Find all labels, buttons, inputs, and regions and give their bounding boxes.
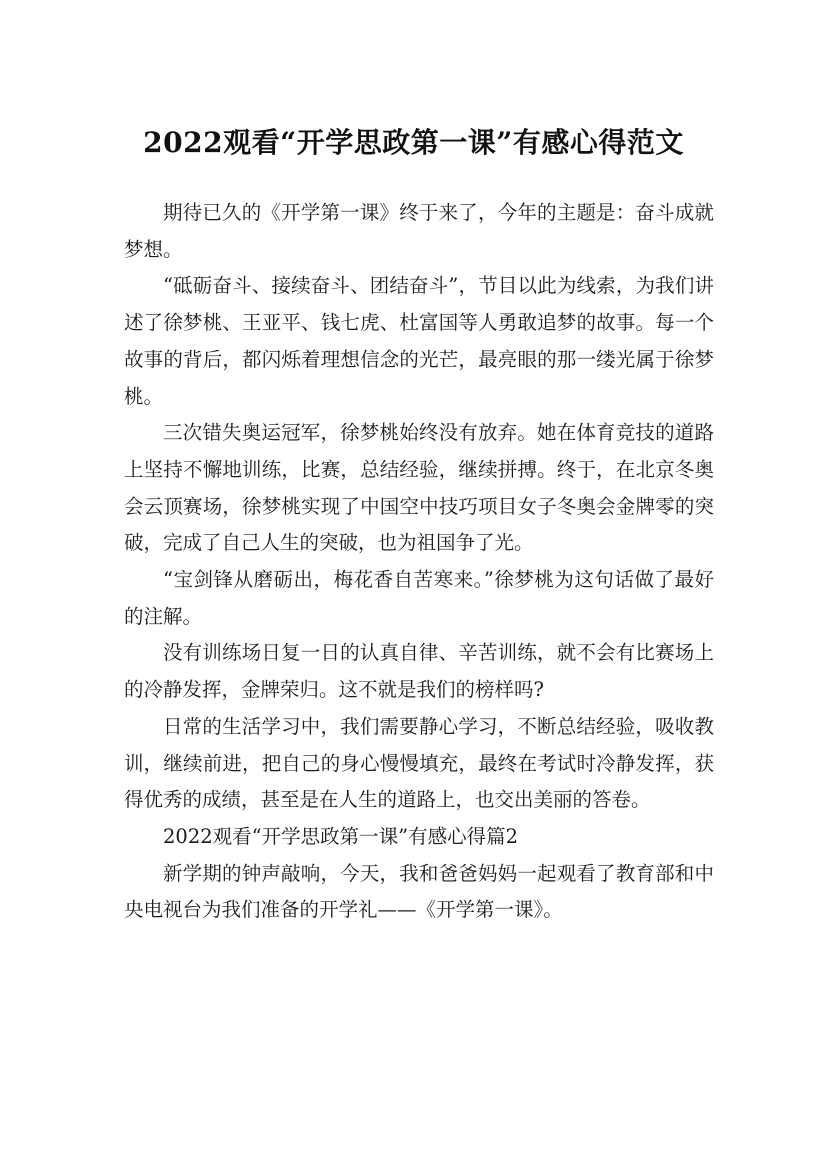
section-heading: 2022观看“开学思政第一课”有感心得篇2 <box>163 824 518 848</box>
paragraph: 三次错失奥运冠军，徐梦桃始终没有放弃。她在体育竞技的道路上坚持不懈地训练，比赛，总结经验，继续拼搏。终于，在北京冬奥会云顶赛场，徐梦桃实现了中国空中技巧项目女子冬奥会金牌零的突破，完成了自己人生的突破，也为祖国争了光。 <box>124 421 714 555</box>
paragraph: “宝剑锋从磨砺出，梅花香自苦寒来。”徐梦桃为这句话做了最好的注解。 <box>124 568 714 628</box>
document-title: 2022观看“开学思政第一课”有感心得范文 <box>143 125 684 159</box>
paragraph: 新学期的钟声敲响，今天，我和爸爸妈妈一起观看了教育部和中央电视台为我们准备的开学礼——《开学第一课》。 <box>124 861 714 922</box>
document-body <box>124 195 714 929</box>
paragraph: 日常的生活学习中，我们需要静心学习，不断总结经验，吸收教训，继续前进，把自己的身心慢慢填充，最终在考试时冷静发挥，获得优秀的成绩，甚至是在人生的道路上，也交出美丽的答卷。 <box>124 714 714 812</box>
paragraph: 期待已久的《开学第一课》终于来了，今年的主题是：奋斗成就梦想。 <box>124 201 714 261</box>
paragraph: 没有训练场日复一日的认真自律、辛苦训练，就不会有比赛场上的冷静发挥，金牌荣归。这不就是我们的榜样吗? <box>124 641 714 702</box>
paragraph: “砥砺奋斗、接续奋斗、团结奋斗”，节目以此为线索，为我们讲述了徐梦桃、王亚平、钱七虎、杜富国等人勇敢追梦的故事。每一个故事的背后，都闪烁着理想信念的光芒，最亮眼的那一缕光属于徐梦桃。 <box>124 274 714 408</box>
